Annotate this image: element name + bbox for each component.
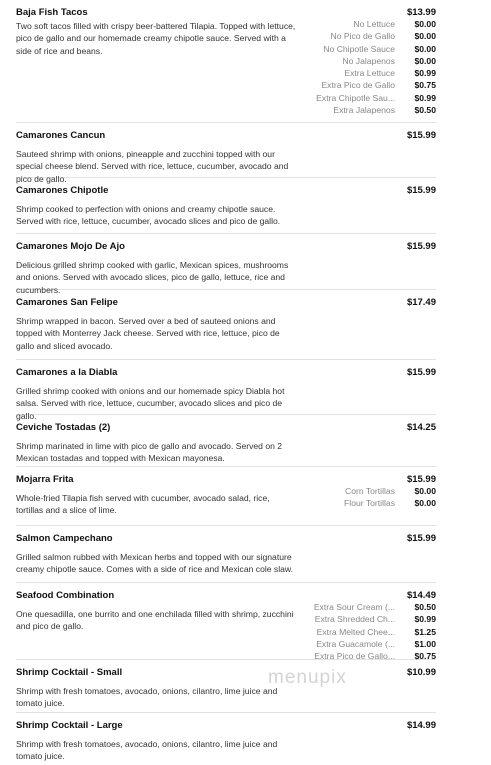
modifier-option[interactable] [296,485,436,497]
modifier-option[interactable] [296,613,436,625]
item-name: Camarones San Felipe [16,297,118,308]
modifier-price: $0.75 [414,80,436,91]
modifier-option[interactable] [296,30,436,42]
item-price: $15.99 [406,533,436,544]
modifier-name: Extra Lettuce [344,68,395,79]
modifier-option[interactable] [296,43,436,55]
modifier-price: $0.99 [414,614,436,625]
item-description: Grilled salmon rubbed with Mexican herbs and topped with our signature creamy chipotle sauce. Comes with a side of rice and Mexican cole slaw. [16,552,294,575]
item-name: Camarones a la Diabla [16,367,118,378]
item-price: $15.99 [406,185,436,196]
item-price: $15.99 [406,367,436,378]
modifier-name: Extra Sour Cream (... [313,602,395,612]
modifier-price: $0.50 [414,105,436,116]
menu-item[interactable] [16,178,436,234]
modifier-option[interactable] [296,638,436,650]
menu-item[interactable] [16,123,436,184]
menu-item[interactable] [16,583,436,660]
item-description: Shrimp cooked to perfection with onions and creamy chipotle sauce. Served with rice, lettuce, cucumber, avocado slices and pico de gallo. [16,204,281,227]
modifier-option[interactable] [296,67,436,79]
item-description: Two soft tacos filled with crispy beer-battered Tilapia. Topped with lettuce, pico de gallo and our homemade creamy chipotle sauce. Served with a side of rice and beans. [16,21,296,56]
modifier-option[interactable] [296,18,436,30]
modifier-price: $1.00 [414,638,436,649]
item-price: $14.99 [406,720,436,731]
item-price: $13.99 [406,7,436,18]
modifier-list [296,18,436,116]
item-description: Grilled shrimp cooked with onions and our homemade spicy Diabla hot salsa. Served with rice, lettuce, cucumber, avocado slices and pico de gallo. [16,386,285,421]
modifier-price: $1.25 [414,626,436,637]
modifier-option[interactable] [296,79,436,91]
modifier-price: $0.00 [414,55,436,66]
menu-item[interactable] [16,415,436,467]
item-price: $15.99 [406,241,436,252]
modifier-name: Extra Shredded Ch... [314,614,395,625]
item-name: Baja Fish Tacos [16,7,88,18]
menu-item[interactable] [16,526,436,583]
modifier-option[interactable] [296,601,436,613]
modifier-price: $0.99 [414,92,436,103]
item-price: $14.49 [406,590,436,601]
menu-item[interactable] [16,660,436,713]
item-price: $17.49 [406,297,436,308]
item-description: Delicious grilled shrimp cooked with garlic, Mexican spices, mushrooms and onions. Served with avocado slices, pico de gallo, lettuce, rice and cucumbers. [16,260,289,295]
item-name: Mojarra Frita [16,474,74,485]
item-description: Shrimp wrapped in bacon. Served over a bed of sauteed onions and topped with Monterrey Jack cheese. Served with rice, lettuce, pico de gallo and sliced avocado. [16,316,280,351]
item-description: One quesadilla, one burrito and one enchilada filled with shrimp, zucchini and pico de gallo. [16,609,294,632]
item-description: Shrimp with fresh tomatoes, avocado, onions, cilantro, lime juice and tomato juice. [16,686,278,709]
modifier-option[interactable] [296,92,436,104]
item-name: Seafood Combination [16,590,115,601]
modifier-price: $0.50 [414,602,436,612]
item-price: $15.99 [406,474,436,485]
modifier-name: No Chipotle Sauce [323,43,395,54]
modifier-list [296,485,436,510]
item-price: $15.99 [406,130,436,141]
item-name: Camarones Chipotle [16,185,109,196]
item-name: Salmon Campechano [16,533,113,544]
modifier-name: No Lettuce [353,19,395,29]
modifier-option[interactable] [296,497,436,509]
menu-item[interactable] [16,234,436,295]
item-price: $10.99 [406,667,436,678]
menu-item[interactable] [16,0,436,123]
modifier-price: $0.00 [414,43,436,54]
item-name: Camarones Mojo De Ajo [16,241,125,252]
modifier-price: $0.00 [414,486,436,496]
item-description: Shrimp marinated in lime with pico de gallo and avocado. Served on 2 Mexican tostadas and topped with Mexican mayonesa. [16,441,283,464]
modifier-name: No Pico de Gallo [330,31,395,42]
menu-item[interactable] [16,467,436,526]
menu-item[interactable] [16,290,436,360]
modifier-price: $0.99 [414,68,436,79]
modifier-name: Extra Pico de Gallo... [314,651,395,662]
menu-item[interactable] [16,713,436,765]
watermark: menupix [268,667,347,688]
menu-item[interactable] [16,360,436,421]
modifier-name: Extra Melted Chee... [316,626,395,637]
modifier-price: $0.75 [414,651,436,662]
modifier-name: Extra Guacamole (... [316,638,395,649]
item-name: Shrimp Cocktail - Large [16,720,123,731]
modifier-price: $0.00 [414,498,436,509]
modifier-name: Corn Tortillas [345,486,395,496]
modifier-name: Extra Pico de Gallo [321,80,395,91]
modifier-option[interactable] [296,104,436,116]
modifier-name: No Jalapenos [342,55,395,66]
menu-list [16,0,436,765]
item-name: Camarones Cancun [16,130,106,141]
item-price: $14.25 [406,422,436,433]
modifier-list [296,601,436,662]
modifier-option[interactable] [296,55,436,67]
modifier-price: $0.00 [414,31,436,42]
modifier-name: Extra Jalapenos [333,105,395,116]
modifier-name: Flour Tortillas [344,498,395,509]
item-name: Ceviche Tostadas (2) [16,422,111,433]
item-description: Shrimp with fresh tomatoes, avocado, onions, cilantro, lime juice and tomato juice. [16,739,278,762]
modifier-price: $0.00 [414,19,436,29]
item-description: Whole-fried Tilapia fish served with cucumber, avocado salad, rice, tortillas and a slice of lime. [16,493,270,516]
modifier-option[interactable] [296,626,436,638]
modifier-name: Extra Chipotle Sau... [316,92,395,103]
item-name: Shrimp Cocktail - Small [16,667,123,678]
item-description: Sauteed shrimp with onions, pineapple and zucchini topped with our special cheese blend. Served with rice, lettuce, cucumber, avocado and pico de gallo. [16,149,289,184]
